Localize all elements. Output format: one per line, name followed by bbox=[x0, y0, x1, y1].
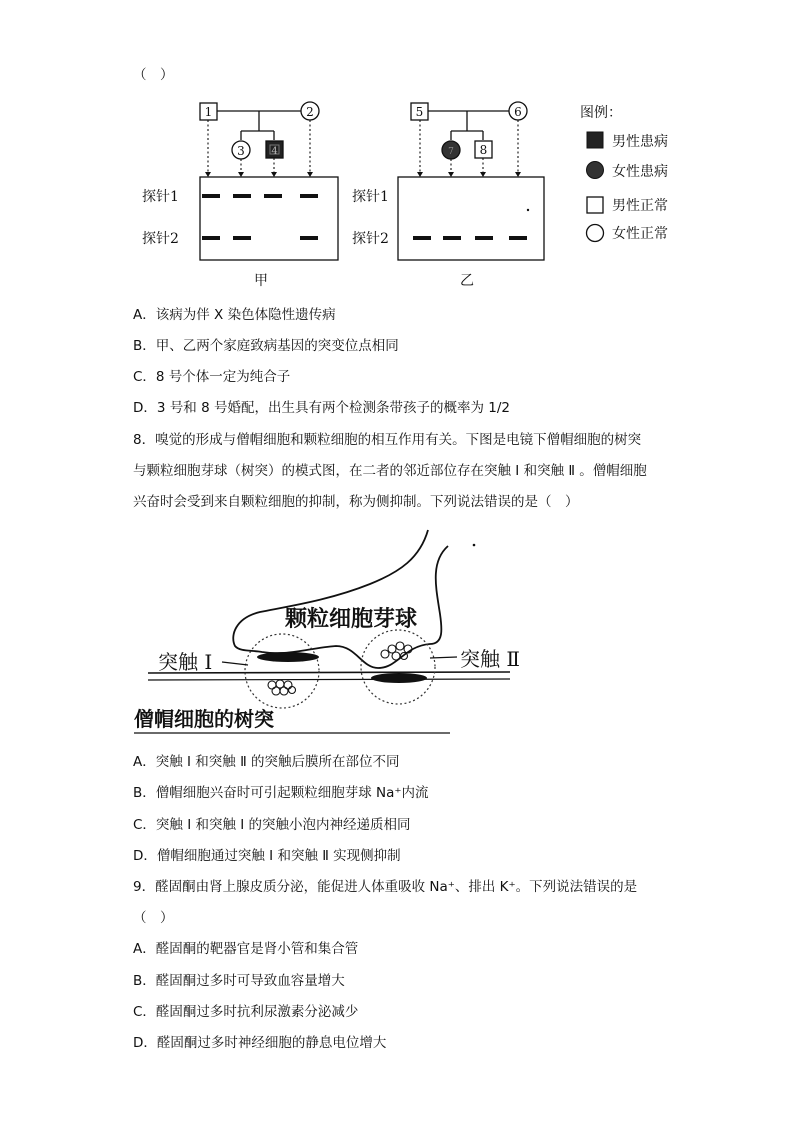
q8-option-d: D．僧帽细胞通过突触 I 和突触 Ⅱ 实现侧抑制 bbox=[133, 848, 401, 864]
legend-female-affected-symbol bbox=[587, 162, 604, 179]
band-jia-1-probe2 bbox=[202, 236, 220, 240]
q9-option-a: A．醛固酮的靶器官是肾小管和集合管 bbox=[133, 941, 359, 957]
q8-stem-line-3: 兴奋时会受到来自颗粒细胞的抑制，称为侧抑制。下列说法错误的是（ ） bbox=[133, 494, 579, 510]
probe2-label-jia: 探针2 bbox=[142, 231, 179, 247]
individual-6-number: 6 bbox=[514, 105, 522, 119]
q7-option-c: C．8 号个体一定为纯合子 bbox=[133, 369, 291, 385]
band-jia-1-probe1 bbox=[202, 194, 220, 198]
legend-item-female-normal: 女性正常 bbox=[612, 226, 668, 242]
synapse-2-vesicles bbox=[381, 642, 412, 660]
q9-option-d: D．醛固酮过多时神经细胞的静息电位增大 bbox=[133, 1035, 387, 1051]
panel-label-jia: 甲 bbox=[254, 273, 268, 289]
band-yi-8-probe2 bbox=[475, 236, 493, 240]
q7-option-b: B．甲、乙两个家庭致病基因的突变位点相同 bbox=[133, 338, 399, 354]
synapse-2-density bbox=[371, 673, 427, 683]
band-yi-7-probe2 bbox=[443, 236, 461, 240]
q9-option-b: B．醛固酮过多时可导致血容量增大 bbox=[133, 973, 345, 989]
granule-cell-spine-label: 颗粒细胞芽球 bbox=[285, 606, 418, 632]
probe-box-jia bbox=[200, 177, 338, 260]
legend-female-normal-symbol bbox=[587, 225, 604, 242]
probe1-label-yi: 探针1 bbox=[352, 189, 389, 205]
legend-title: 图例： bbox=[580, 105, 622, 121]
probe-box-yi bbox=[398, 177, 544, 260]
probe1-label-jia: 探针1 bbox=[142, 189, 179, 205]
legend-item-male-affected: 男性患病 bbox=[612, 134, 668, 150]
legend-item-female-affected: 女性患病 bbox=[612, 164, 668, 180]
individual-2-number: 2 bbox=[306, 105, 314, 119]
q9-stem: 9．醛固酮由肾上腺皮质分泌，能促进人体重吸收 Na⁺、排出 K⁺。下列说法错误的是 bbox=[133, 879, 638, 895]
individual-7-number: 7 bbox=[448, 147, 454, 157]
synapse-1-vesicles bbox=[268, 680, 296, 695]
legend-male-affected-symbol bbox=[587, 132, 603, 148]
band-jia-3-probe2 bbox=[233, 236, 251, 240]
synapse-1-region bbox=[245, 634, 319, 708]
pedigree-probe-figure bbox=[140, 92, 700, 292]
individual-4-number: 4 bbox=[271, 146, 278, 157]
q7-option-d: D．3 号和 8 号婚配，出生具有两个检测条带孩子的概率为 1/2 bbox=[133, 400, 510, 416]
q8-stem-line-1: 8．嗅觉的形成与僧帽细胞和颗粒细胞的相互作用有关。下图是电镜下僧帽细胞的树突 bbox=[133, 432, 642, 448]
granule-cell-spine-outline bbox=[233, 530, 448, 668]
q7-answer-bracket: （ ） bbox=[133, 67, 174, 83]
panel-label-yi: 乙 bbox=[460, 273, 474, 289]
band-yi-5-probe2 bbox=[413, 236, 431, 240]
q8-option-b: B．僧帽细胞兴奋时可引起颗粒细胞芽球 Na⁺内流 bbox=[133, 785, 429, 801]
probe2-label-yi: 探针2 bbox=[352, 231, 389, 247]
individual-8-number: 8 bbox=[479, 143, 488, 157]
q9-option-c: C．醛固酮过多时抗利尿激素分泌减少 bbox=[133, 1004, 359, 1020]
q9-answer-bracket: （ ） bbox=[133, 910, 174, 926]
q8-option-a: A．突触 I 和突触 Ⅱ 的突触后膜所在部位不同 bbox=[133, 754, 400, 770]
legend-male-normal-symbol bbox=[587, 197, 603, 213]
individual-5-number: 5 bbox=[415, 105, 424, 119]
synapse-2-label: 突触 Ⅱ bbox=[460, 647, 520, 671]
synapse-1-density bbox=[257, 652, 319, 662]
band-jia-2-probe1 bbox=[300, 194, 318, 198]
q8-stem-line-2: 与颗粒细胞芽球（树突）的模式图，在二者的邻近部位存在突触 I 和突触 Ⅱ 。僧帽细胞 bbox=[133, 463, 647, 479]
individual-1-number: 1 bbox=[204, 105, 213, 119]
band-yi-6-probe2 bbox=[509, 236, 527, 240]
band-jia-3-probe1 bbox=[233, 194, 251, 198]
mitral-dendrite-label: 僧帽细胞的树突 bbox=[134, 707, 274, 731]
legend-item-male-normal: 男性正常 bbox=[612, 198, 668, 214]
q8-option-c: C．突触 I 和突触 I 的突触小泡内神经递质相同 bbox=[133, 817, 411, 833]
synapse-1-label: 突触 I bbox=[158, 650, 213, 674]
band-jia-2-probe2 bbox=[300, 236, 318, 240]
individual-3-number: 3 bbox=[237, 144, 245, 158]
band-jia-4-probe1 bbox=[264, 194, 282, 198]
q7-option-a: A．该病为伴 X 染色体隐性遗传病 bbox=[133, 307, 336, 323]
synapse-figure bbox=[130, 528, 550, 742]
